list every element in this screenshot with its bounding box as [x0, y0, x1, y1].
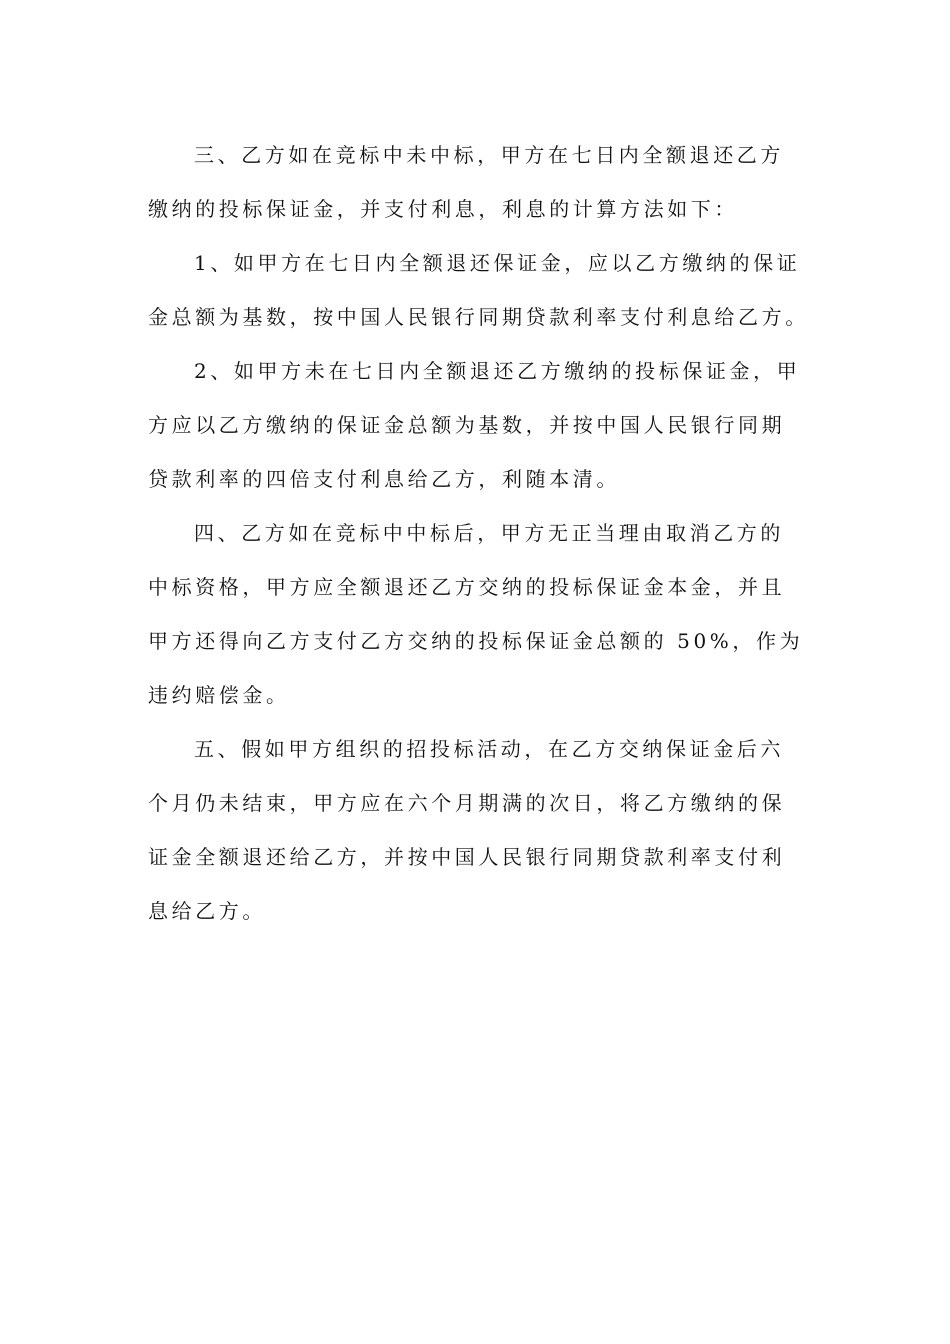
clause-2-line-2: 方应以乙方缴纳的保证金总额为基数，并按中国人民银行同期 — [148, 413, 786, 437]
paragraph-3-line-1: 三、乙方如在竞标中未中标，甲方在七日内全额退还乙方 — [194, 143, 784, 167]
paragraph-4-line-1: 四、乙方如在竞标中中标后，甲方无正当理由取消乙方的 — [194, 521, 784, 545]
paragraph-3-line-2: 缴纳的投标保证金，并支付利息，利息的计算方法如下： — [148, 197, 738, 221]
paragraph-5-line-4: 息给乙方。 — [148, 899, 266, 923]
clause-2-line-3: 贷款利率的四倍支付利息给乙方，利随本清。 — [148, 467, 620, 491]
document-body — [148, 128, 808, 938]
clause-2-line-1: 2、如甲方未在七日内全额退还乙方缴纳的投标保证金，甲 — [194, 359, 801, 383]
clause-1-line-1: 1、如甲方在七日内全额退还保证金，应以乙方缴纳的保证 — [194, 251, 801, 275]
paragraph-4-line-2: 中标资格，甲方应全额退还乙方交纳的投标保证金本金，并且 — [148, 575, 786, 599]
clause-1-line-2: 金总额为基数，按中国人民银行同期贷款利率支付利息给乙方。 — [148, 305, 809, 329]
paragraph-5-line-2: 个月仍未结束，甲方应在六个月期满的次日，将乙方缴纳的保 — [148, 791, 786, 815]
paragraph-4-line-4: 违约赔偿金。 — [148, 683, 290, 707]
paragraph-5-line-3: 证金全额退还给乙方，并按中国人民银行同期贷款利率支付利 — [148, 845, 786, 869]
paragraph-5-line-1: 五、假如甲方组织的招投标活动，在乙方交纳保证金后六 — [194, 737, 784, 761]
paragraph-4-line-3: 甲方还得向乙方支付乙方交纳的投标保证金总额的 50%，作为 — [148, 629, 804, 653]
